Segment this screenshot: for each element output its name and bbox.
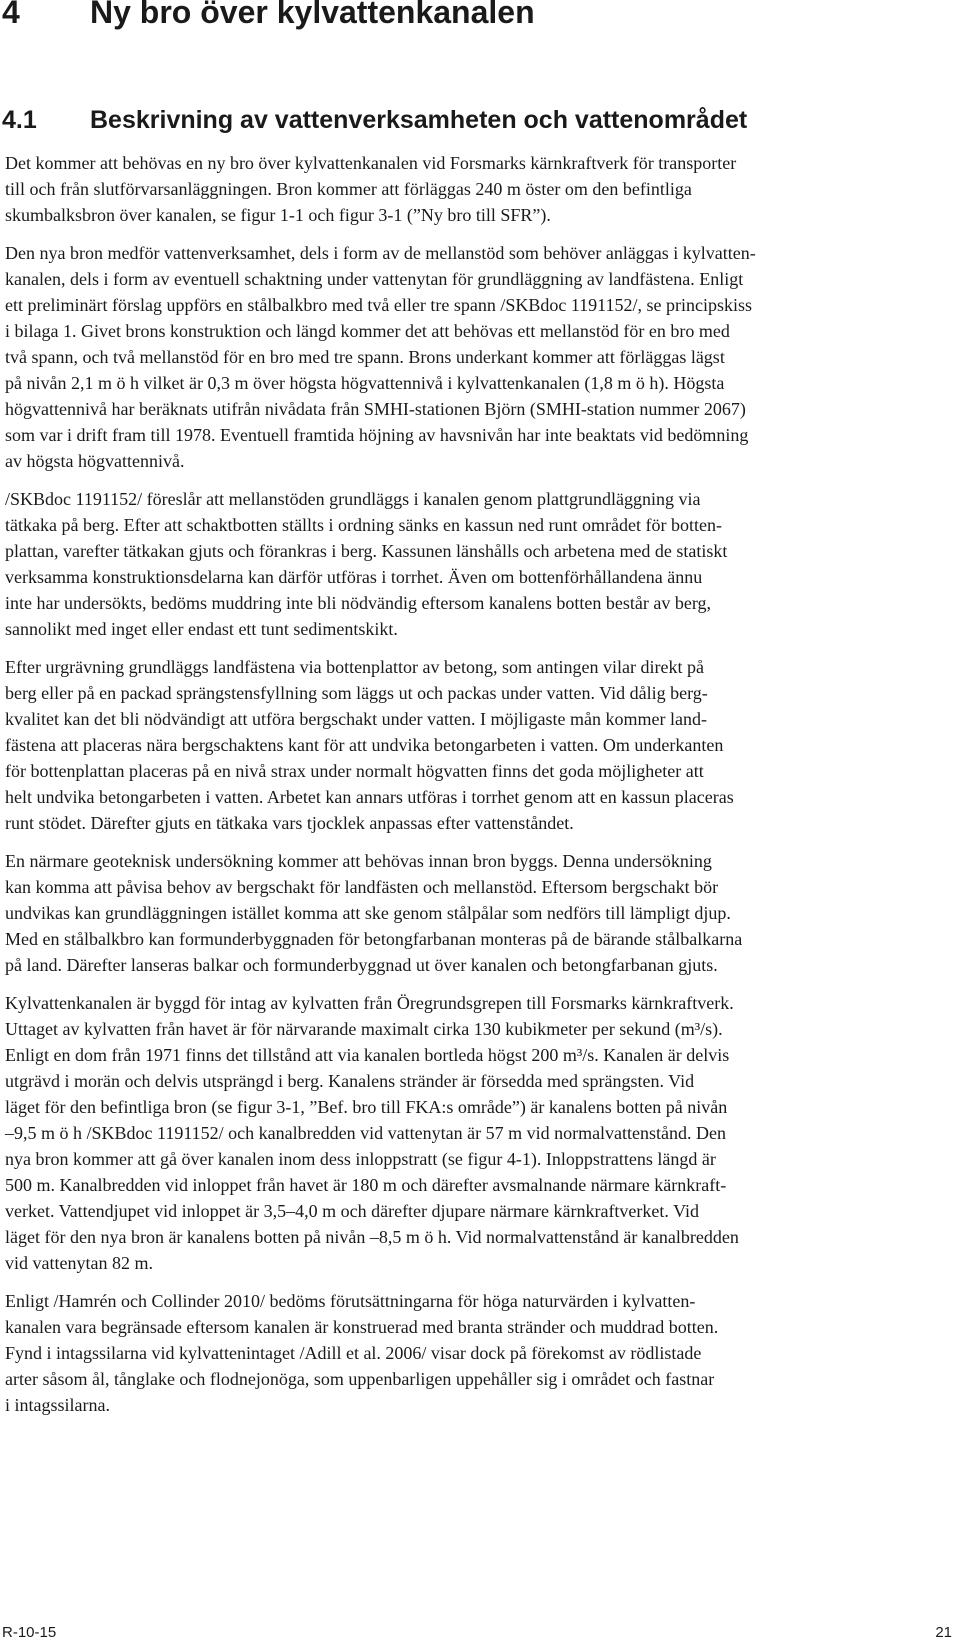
paragraph-nature-values: Enligt /Hamrén och Collinder 2010/ bedöms förutsättningarna för höga naturvärden i kylvatten- kanalen vara begränsade eftersom kanalen är konstruerad med branta stränder och muddrad botten. Fynd i intagssilarna vid kylvattenintaget /Adill et al. 2006/ visar dock på förekomst av rödlistade arter såsom ål, tånglake och flodnejonöga, som uppenbarligen uppehåller sig i området och fastnar i intagssilarna. [5,1291,719,1415]
chapter-number: 4 [2,0,20,30]
chapter-title: Ny bro över kylvattenkanalen [90,0,535,30]
paragraph-intro: Det kommer att behövas en ny bro över kylvattenkanalen vid Forsmarks kärnkraftverk för transporter till och från slutförvarsanläggningen. Bron kommer att förläggas 240 m öster om den befintliga skumbalksbron över kanalen, se figur 1-1 och figur 3-1 (”Ny bro till SFR”). [5,153,737,225]
page-number: 21 [935,1624,952,1641]
paragraph-intermediate-supports: /SKBdoc 1191152/ föreslår att mellanstöden grundläggs i kanalen genom plattgrundläggning via tätkaka på berg. Efter att schaktbotten ställts i ordning sänks en kassun ned runt området för botten- plattan, varefter tätkakan gjuts och förankras i berg. Kassunen länshålls och arbetena med de statiskt verksamma konstruktionsdelarna kan därför utföras i torrhet. Även om bottenförhållandena ännu inte har undersökts, bedöms muddring inte bli nödvändig eftersom kanalens botten består av berg, sannolikt med inget eller endast ett tunt sedimentskikt. [5,489,728,639]
body-text [5,150,955,1430]
paragraph-abutments: Efter urgrävning grundläggs landfästena via bottenplattor av betong, som antingen vilar direkt på berg eller på en packad sprängstensfyllning som läggs ut och packas under vatten. Vid dålig berg- kvalitet kan det bli nödvändigt att utföra bergschakt under vatten. I möjligaste mån kommer land- fästena att placeras nära bergschaktens kant för att undvika betongarbeten i vatten. Om underkanten för bottenplattan placeras på en nivå strax under normalt högvatten finns det goda möjligheter att helt undvika betongarbeten i vatten. Arbetet kan annars utföras i torrhet genom att en kassun placeras runt stödet. Därefter gjuts en tätkaka vars tjocklek anpassas efter vattenståndet. [5,657,734,833]
section-title: Beskrivning av vattenverksamheten och vattenområdet [90,106,748,134]
report-id: R-10-15 [2,1624,57,1641]
paragraph-water-activity: Den nya bron medför vattenverksamhet, dels i form av de mellanstöd som behöver anläggas i kylvatten- kanalen, dels i form av eventuell schaktning under vattenytan för grundläggning av landfästena. Enligt ett preliminärt förslag uppförs en stålbalkbro med två eller tre spann /SKBdoc 1191152/, se principskiss i bilaga 1. Givet brons konstruktion och längd kommer det att behövas ett mellanstöd för en bro med två spann, och två mellanstöd för en bro med tre spann. Brons underkant kommer att förläggas lägst på nivån 2,1 m ö h vilket är 0,3 m över högsta högvattennivå i kylvattenkanalen (1,8 m ö h). Högsta högvattennivå har beräknats utifrån nivådata från SMHI-stationen Björn (SMHI-station nummer 2067) som var i drift fram till 1978. Eventuell framtida höjning av havsnivån har inte beaktats vid bedömning av högsta högvattennivå. [5,243,756,471]
chapter-heading [2,0,535,32]
section-number: 4.1 [2,106,37,134]
section-heading [2,105,747,135]
paragraph-geotechnical: En närmare geoteknisk undersökning kommer att behövas innan bron byggs. Denna undersökning kan komma att påvisa behov av bergschakt för landfästen och mellanstöd. Eftersom bergschakt bör undvikas kan grundläggningen istället komma att ske genom stålpålar som nedförs till lämpligt djup. Med en stålbalkbro kan formunderbyggnaden för betongfarbanan monteras på de bärande stålbalkarna på land. Därefter lanseras balkar och formunderbyggnad ut över kanalen och betongfarbanan gjuts. [5,851,743,975]
paragraph-cooling-canal: Kylvattenkanalen är byggd för intag av kylvatten från Öregrundsgrepen till Forsmarks kärnkraftverk. Uttaget av kylvatten från havet är för närvarande maximalt cirka 130 kubikmeter per sekund (m³/s). Enligt en dom från 1971 finns det tillstånd att via kanalen bortleda högst 200 m³/s. Kanalen är delvis utgrävd i morän och delvis utsprängd i berg. Kanalens stränder är försedda med sprängsten. Vid läget för den befintliga bron (se figur 3-1, ”Bef. bro till FKA:s område”) är kanalens botten på nivån –9,5 m ö h /SKBdoc 1191152/ och kanalbredden vid vattenytan är 57 m vid normalvattenstånd. Den nya bron kommer att gå över kanalen inom dess inloppstratt (se figur 4-1). Inloppstrattens längd är 500 m. Kanalbredden vid inloppet från havet är 180 m och därefter avsmalnande närmare kärnkraft- verket. Vattendjupet vid inloppet är 3,5–4,0 m och därefter djupare närmare kärnkraftverket. Vid läget för den nya bron är kanalens botten på nivån –8,5 m ö h. Vid normalvattenstånd är kanalbredden vid vattenytan 82 m. [5,993,739,1273]
